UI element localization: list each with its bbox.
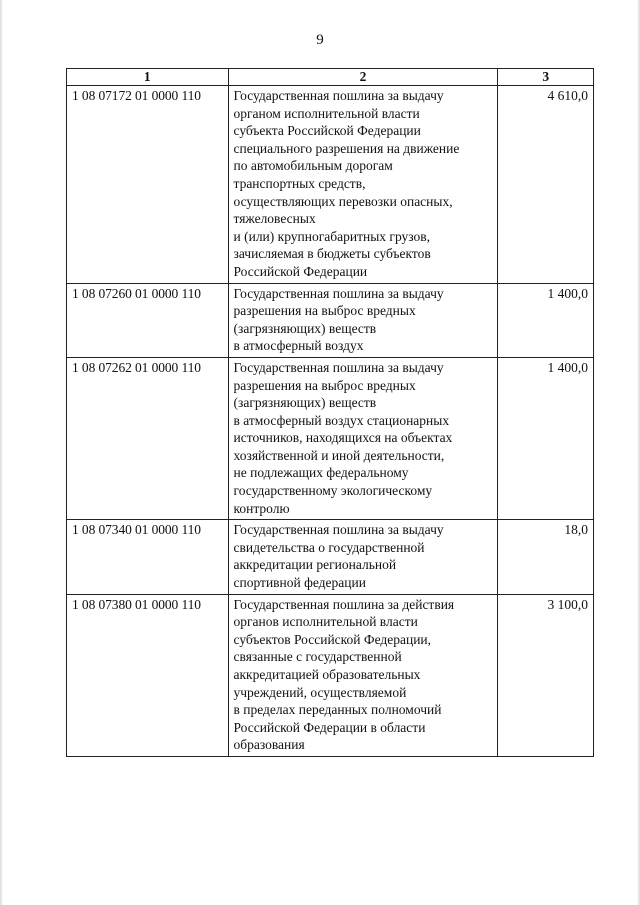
- row-amount: 4 610,0: [498, 86, 594, 284]
- table-row: [67, 357, 594, 519]
- row-name: Государственная пошлина за выдачу свидетельства о государственной аккредитации региональной спортивной федерации: [228, 520, 498, 594]
- table-row: [67, 86, 594, 284]
- budget-table: [66, 68, 594, 757]
- row-amount: 1 400,0: [498, 283, 594, 357]
- row-code: 1 08 07172 01 0000 110: [67, 86, 229, 284]
- row-amount: 1 400,0: [498, 357, 594, 519]
- header-amount: 3: [498, 69, 594, 86]
- page-number: 9: [316, 32, 324, 48]
- table-row: [67, 520, 594, 594]
- header-code: 1: [67, 69, 229, 86]
- row-code: 1 08 07340 01 0000 110: [67, 520, 229, 594]
- table-header-row: [67, 69, 594, 86]
- row-name: Государственная пошлина за выдачу разрешения на выброс вредных (загрязняющих) веществ в атмосферный воздух: [228, 283, 498, 357]
- row-code: 1 08 07260 01 0000 110: [67, 283, 229, 357]
- row-name: Государственная пошлина за выдачу органом исполнительной власти субъекта Российской Федерации специального разрешения на движение по автомобильным дорогам транспортных средств, осуществляющих перевозки опасных, тяжеловесных и (или) крупногабаритных грузов, зачисляемая в бюджеты субъектов Российской Федерации: [228, 86, 498, 284]
- scan-edge-left: [0, 0, 3, 905]
- header-name: 2: [228, 69, 498, 86]
- table-row: [67, 283, 594, 357]
- row-amount: 3 100,0: [498, 594, 594, 756]
- row-name: Государственная пошлина за действия органов исполнительной власти субъектов Российской Федерации, связанные с государственной аккредитацией образовательных учреждений, осуществляемой в пределах переданных полномочий Российской Федерации в области образования: [228, 594, 498, 756]
- table-row: [67, 594, 594, 756]
- row-code: 1 08 07262 01 0000 110: [67, 357, 229, 519]
- row-name: Государственная пошлина за выдачу разрешения на выброс вредных (загрязняющих) веществ в атмосферный воздух стационарных источников, находящихся на объектах хозяйственной и иной деятельности, не подлежащих федеральному государственному экологическому контролю: [228, 357, 498, 519]
- row-amount: 18,0: [498, 520, 594, 594]
- row-code: 1 08 07380 01 0000 110: [67, 594, 229, 756]
